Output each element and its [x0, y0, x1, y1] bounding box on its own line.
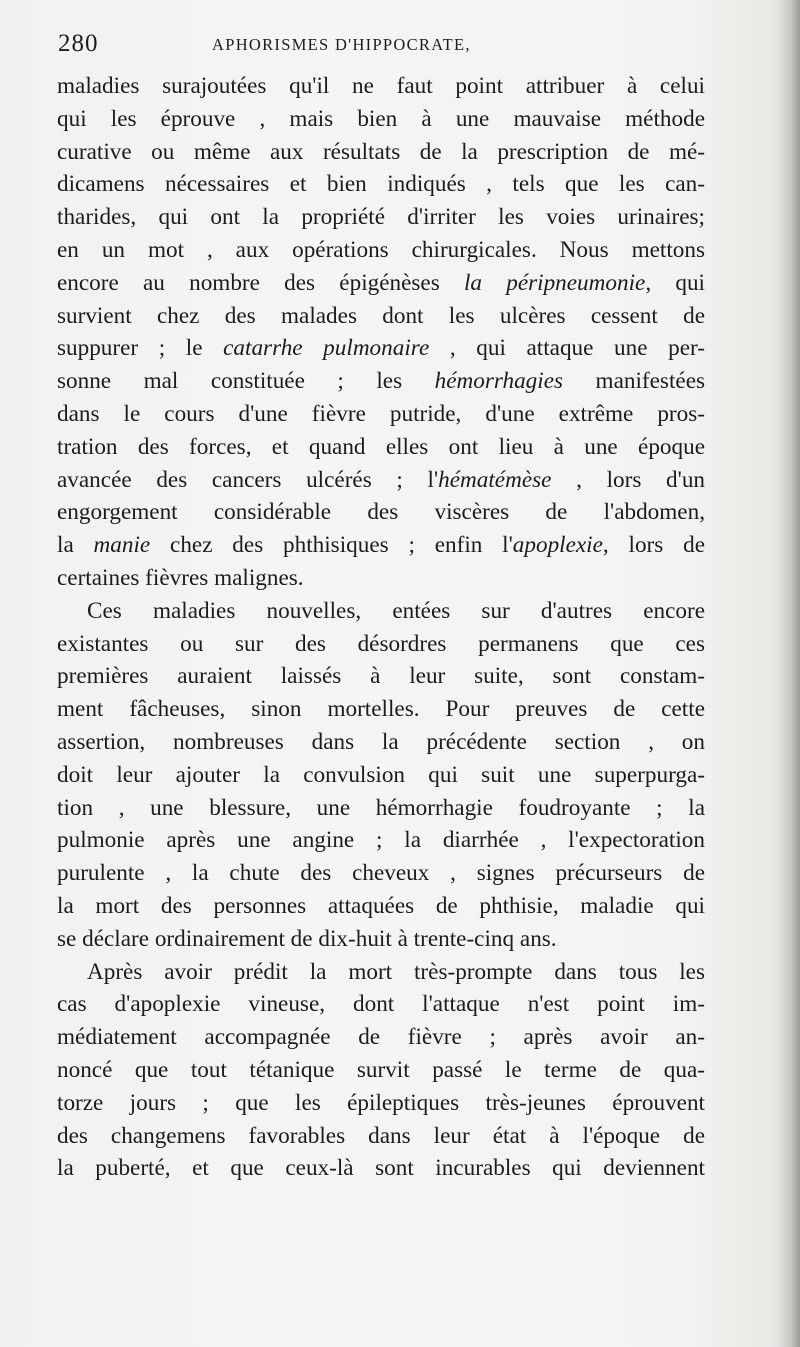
- text-line: tion , une blessure, une hémorrhagie foudroyante ; la: [57, 794, 705, 821]
- text-line: certaines fièvres malignes.: [57, 564, 304, 591]
- text-line: ment fâcheuses, sinon mortelles. Pour preuves de cette: [57, 696, 705, 723]
- text-line: Après avoir prédit la mort très-prompte dans tous les: [87, 958, 705, 985]
- text-line: se déclare ordinairement de dix-huit à trente-cinq ans.: [57, 925, 557, 952]
- text-line: cas d'apoplexie vineuse, dont l'attaque n'est point im-: [57, 991, 705, 1018]
- text-line: maladies surajoutées qu'il ne faut point attribuer à celui: [57, 73, 705, 99]
- text-line: des changemens favorables dans leur état à l'époque de: [57, 1122, 705, 1149]
- text-line: encore au nombre des épigénèses la péripneumonie, qui: [57, 269, 705, 296]
- body-text: [57, 70, 705, 1185]
- text-line: engorgement considérable des viscères de l'abdomen,: [57, 499, 705, 526]
- paragraph: [57, 956, 705, 1186]
- text-line: avancée des cancers ulcérés ; l'hématémèse , lors d'un: [57, 466, 706, 493]
- text-line: doit leur ajouter la convulsion qui suit une superpurga-: [57, 761, 705, 788]
- text-line: dicamens nécessaires et bien indiqués , tels que les can-: [57, 171, 705, 198]
- text-line: médiatement accompagnée de fièvre ; après avoir an-: [57, 1024, 705, 1051]
- text-line: en un mot , aux opérations chirurgicales. Nous mettons: [57, 236, 705, 263]
- running-head: APHORISMES D'HIPPOCRATE,: [212, 35, 471, 54]
- text-line: assertion, nombreuses dans la précédente section , on: [57, 728, 705, 755]
- text-line: Ces maladies nouvelles, entées sur d'autres encore: [87, 597, 705, 624]
- text-line: la manie chez des phthisiques ; enfin l'apoplexie, lors de: [57, 532, 706, 559]
- text-line: tharides, qui ont la propriété d'irriter les voies urinaires;: [57, 204, 705, 231]
- text-line: purulente , la chute des cheveux , signes précurseurs de: [57, 860, 705, 887]
- page-number: 280: [58, 30, 99, 57]
- paragraph: [57, 70, 705, 595]
- text-line: dans le cours d'une fièvre putride, d'une extrême pros-: [57, 400, 705, 427]
- text-line: pulmonie après une angine ; la diarrhée , l'expectoration: [57, 827, 705, 854]
- text-line: noncé que tout tétanique survit passé le terme de qua-: [57, 1056, 705, 1083]
- text-line: curative ou même aux résultats de la prescription de mé-: [57, 138, 705, 165]
- text-line: sonne mal constituée ; les hémorrhagies manifestées: [57, 368, 706, 395]
- text-line: suppurer ; le catarrhe pulmonaire , qui attaque une per-: [57, 335, 706, 362]
- page-header: [58, 30, 698, 60]
- text-line: tration des forces, et quand elles ont lieu à une époque: [57, 433, 705, 460]
- paragraph: [57, 595, 705, 956]
- text-line: la puberté, et que ceux-là sont incurables qui deviennent: [57, 1155, 705, 1182]
- text-line: survient chez des malades dont les ulcères cessent de: [57, 302, 705, 329]
- text-line: existantes ou sur des désordres permanens que ces: [57, 630, 705, 657]
- text-line: premières auraient laissés à leur suite, sont constam-: [57, 663, 705, 690]
- text-line: qui les éprouve , mais bien à une mauvaise méthode: [57, 105, 705, 132]
- page-gutter-shadow: [778, 0, 800, 1347]
- text-line: torze jours ; que les épileptiques très-jeunes éprouvent: [57, 1089, 705, 1116]
- text-line: la mort des personnes attaquées de phthisie, maladie qui: [57, 892, 705, 919]
